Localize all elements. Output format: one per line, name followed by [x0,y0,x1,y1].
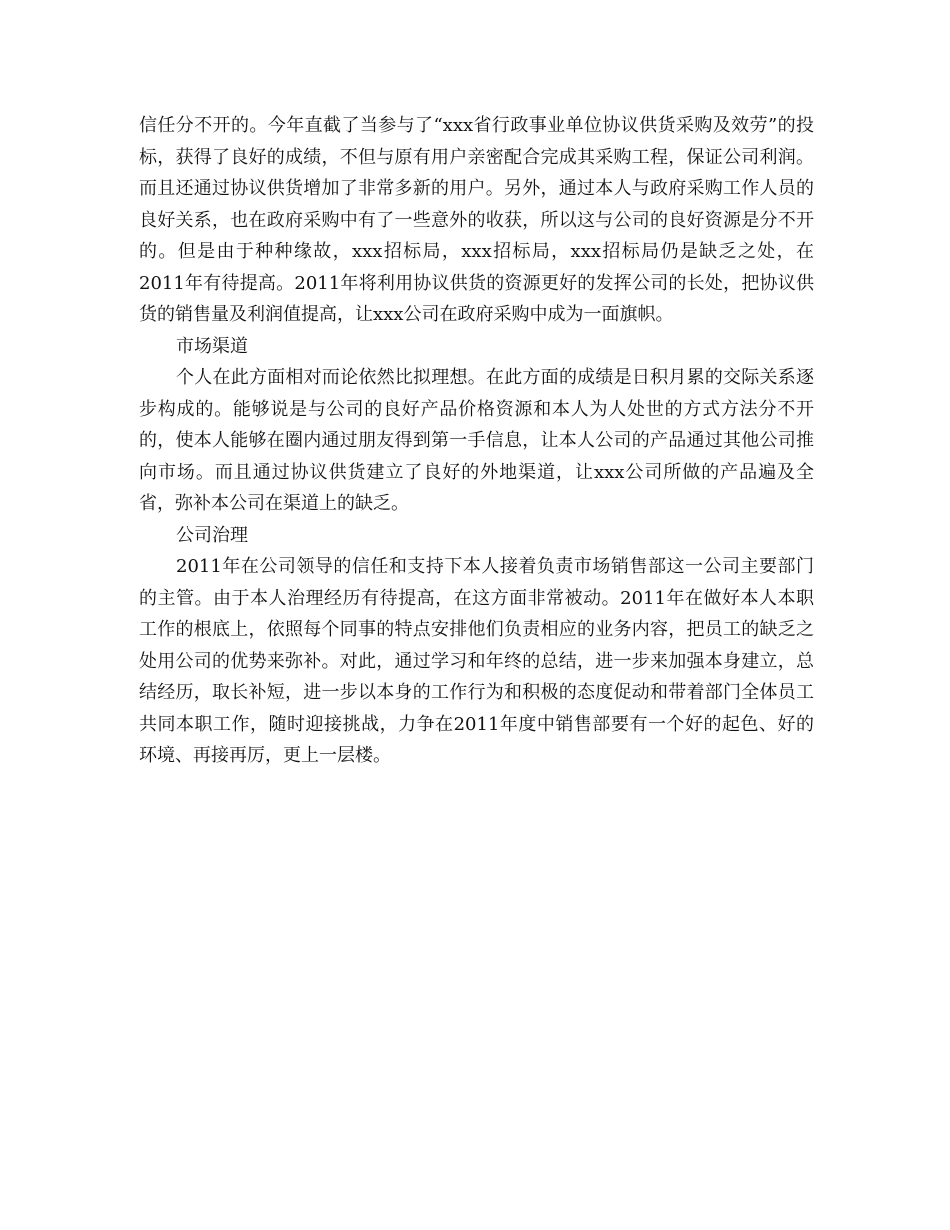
paragraph-company-governance: 2011年在公司领导的信任和支持下本人接着负责市场销售部这一公司主要部门的主管。由于本人治理经历有待提高，在这方面非常被动。2011年在做好本人本职工作的根底上，依照每个同事的特点安排他们负责相应的业务内容，把员工的缺乏之处用公司的优势来弥补。对此，通过学习和年终的总结，进一步来加强本身建立，总结经历，取长补短，进一步以本身的工作行为和积极的态度促动和带着部门全体员工共同本职工作，随时迎接挑战，力争在2011年度中销售部要有一个好的起色、好的环境、再接再厉，更上一层楼。 [139,556,814,766]
paragraph-market-channels: 个人在此方面相对而论依然比拟理想。在此方面的成绩是日积月累的交际关系逐步构成的。能够说是与公司的良好产品价格资源和本人为人处世的方式方法分不开的，使本人能够在圈内通过朋友得到第一手信息，让本人公司的产品通过其他公司推向市场。而且通过协议供货建立了良好的外地渠道，让xxx公司所做的产品遍及全省，弥补本公司在渠道上的缺乏。 [139,367,814,514]
section-heading-company-governance: 公司治理 [176,524,248,546]
section-heading-market-channels: 市场渠道 [176,335,248,357]
document-body [139,110,814,772]
paragraph-continuation: 信任分不开的。今年直截了当参与了“xxx省行政事业单位协议供货采购及效劳”的投标，获得了良好的成绩，不但与原有用户亲密配合完成其采购工程，保证公司利润。而且还通过协议供货增加了非常多新的用户。另外，通过本人与政府采购工作人员的良好关系，也在政府采购中有了一些意外的收获，所以这与公司的良好资源是分不开的。但是由于种种缘故，xxx招标局，xxx招标局，xxx招标局仍是缺乏之处，在2011年有待提高。2011年将利用协议供货的资源更好的发挥公司的长处，把协议供货的销售量及利润值提高，让xxx公司在政府采购中成为一面旗帜。 [139,115,814,325]
